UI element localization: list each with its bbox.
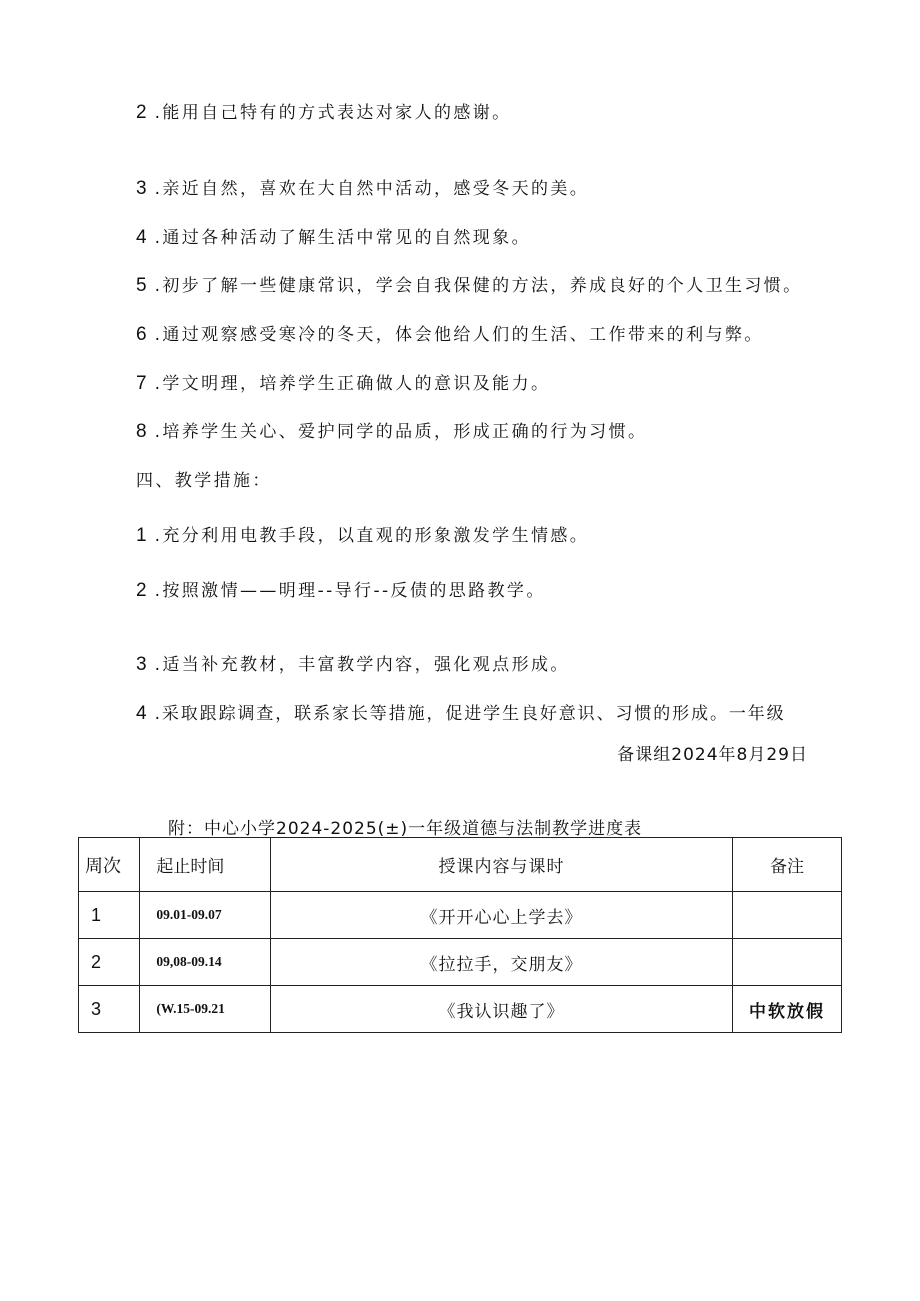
cell-note xyxy=(732,892,841,939)
measure-number: 2 xyxy=(136,580,147,601)
measure-text: .采取跟踪调查，联系家长等措施，促进学生良好意识、习惯的形成。一年级 xyxy=(154,704,786,724)
goal-number: 7 xyxy=(136,373,147,394)
goal-number: 3 xyxy=(136,178,147,199)
header-note: 备注 xyxy=(732,838,841,892)
measure-item xyxy=(136,580,546,602)
cell-week: 2 xyxy=(79,939,140,986)
header-week: 周次 xyxy=(79,838,140,892)
table-caption: 附：中心小学2024-2025(±)一年级道德与法制教学进度表 xyxy=(168,819,643,839)
goal-item xyxy=(136,275,803,297)
cell-dates: 09.01-09.07 xyxy=(140,892,271,939)
goal-text: .学文明理，培养学生正确做人的意识及能力。 xyxy=(154,374,551,394)
goal-text: .通过各种活动了解生活中常见的自然现象。 xyxy=(154,228,531,248)
measure-item xyxy=(136,525,589,547)
goal-item xyxy=(136,178,589,200)
measure-text: .按照激情——明理--导行--反债的思路教学。 xyxy=(154,581,546,601)
goal-text: .初步了解一些健康常识，学会自我保健的方法，养成良好的个人卫生习惯。 xyxy=(154,276,803,296)
table-header-row xyxy=(79,838,842,892)
cell-content: 《我认识趣了》 xyxy=(270,986,732,1033)
measure-text: .充分利用电教手段，以直观的形象激发学生情感。 xyxy=(154,526,590,546)
schedule-table xyxy=(78,837,842,1033)
goal-number: 8 xyxy=(136,421,147,442)
goal-text: .通过观察感受寒冷的冬天，体会他给人们的生活、工作带来的利与弊。 xyxy=(154,325,764,345)
goal-number: 4 xyxy=(136,227,147,248)
goal-text: .能用自己特有的方式表达对家人的感谢。 xyxy=(154,103,512,123)
signoff-date: 备课组2024年8月29日 xyxy=(617,745,808,765)
goal-text: .亲近自然，喜欢在大自然中活动，感受冬天的美。 xyxy=(154,179,590,199)
section-heading: 四、教学措施： xyxy=(136,471,272,491)
table-row xyxy=(79,939,842,986)
cell-week: 3 xyxy=(79,986,140,1033)
header-dates: 起止时间 xyxy=(140,838,271,892)
goal-item xyxy=(136,324,764,346)
goal-number: 5 xyxy=(136,275,147,296)
measure-number: 3 xyxy=(136,654,147,675)
measure-text: .适当补充教材，丰富教学内容，强化观点形成。 xyxy=(154,655,570,675)
goal-item xyxy=(136,421,647,443)
cell-content: 《开开心心上学去》 xyxy=(270,892,732,939)
cell-note: 中软放假 xyxy=(732,986,841,1033)
goal-item xyxy=(136,227,531,249)
goal-item xyxy=(136,102,512,124)
goal-number: 2 xyxy=(136,102,147,123)
measure-number: 4 xyxy=(136,703,147,724)
cell-week: 1 xyxy=(79,892,140,939)
header-content: 授课内容与课时 xyxy=(270,838,732,892)
cell-note xyxy=(732,939,841,986)
cell-content: 《拉拉手，交朋友》 xyxy=(270,939,732,986)
measure-item xyxy=(136,703,786,725)
measure-item xyxy=(136,654,570,676)
table-row xyxy=(79,986,842,1033)
table-row xyxy=(79,892,842,939)
cell-dates: (W.15-09.21 xyxy=(140,986,271,1033)
goal-text: .培养学生关心、爱护同学的品质，形成正确的行为习惯。 xyxy=(154,422,648,442)
cell-dates: 09,08-09.14 xyxy=(140,939,271,986)
measure-number: 1 xyxy=(136,525,147,546)
goal-number: 6 xyxy=(136,324,147,345)
goal-item xyxy=(136,373,550,395)
